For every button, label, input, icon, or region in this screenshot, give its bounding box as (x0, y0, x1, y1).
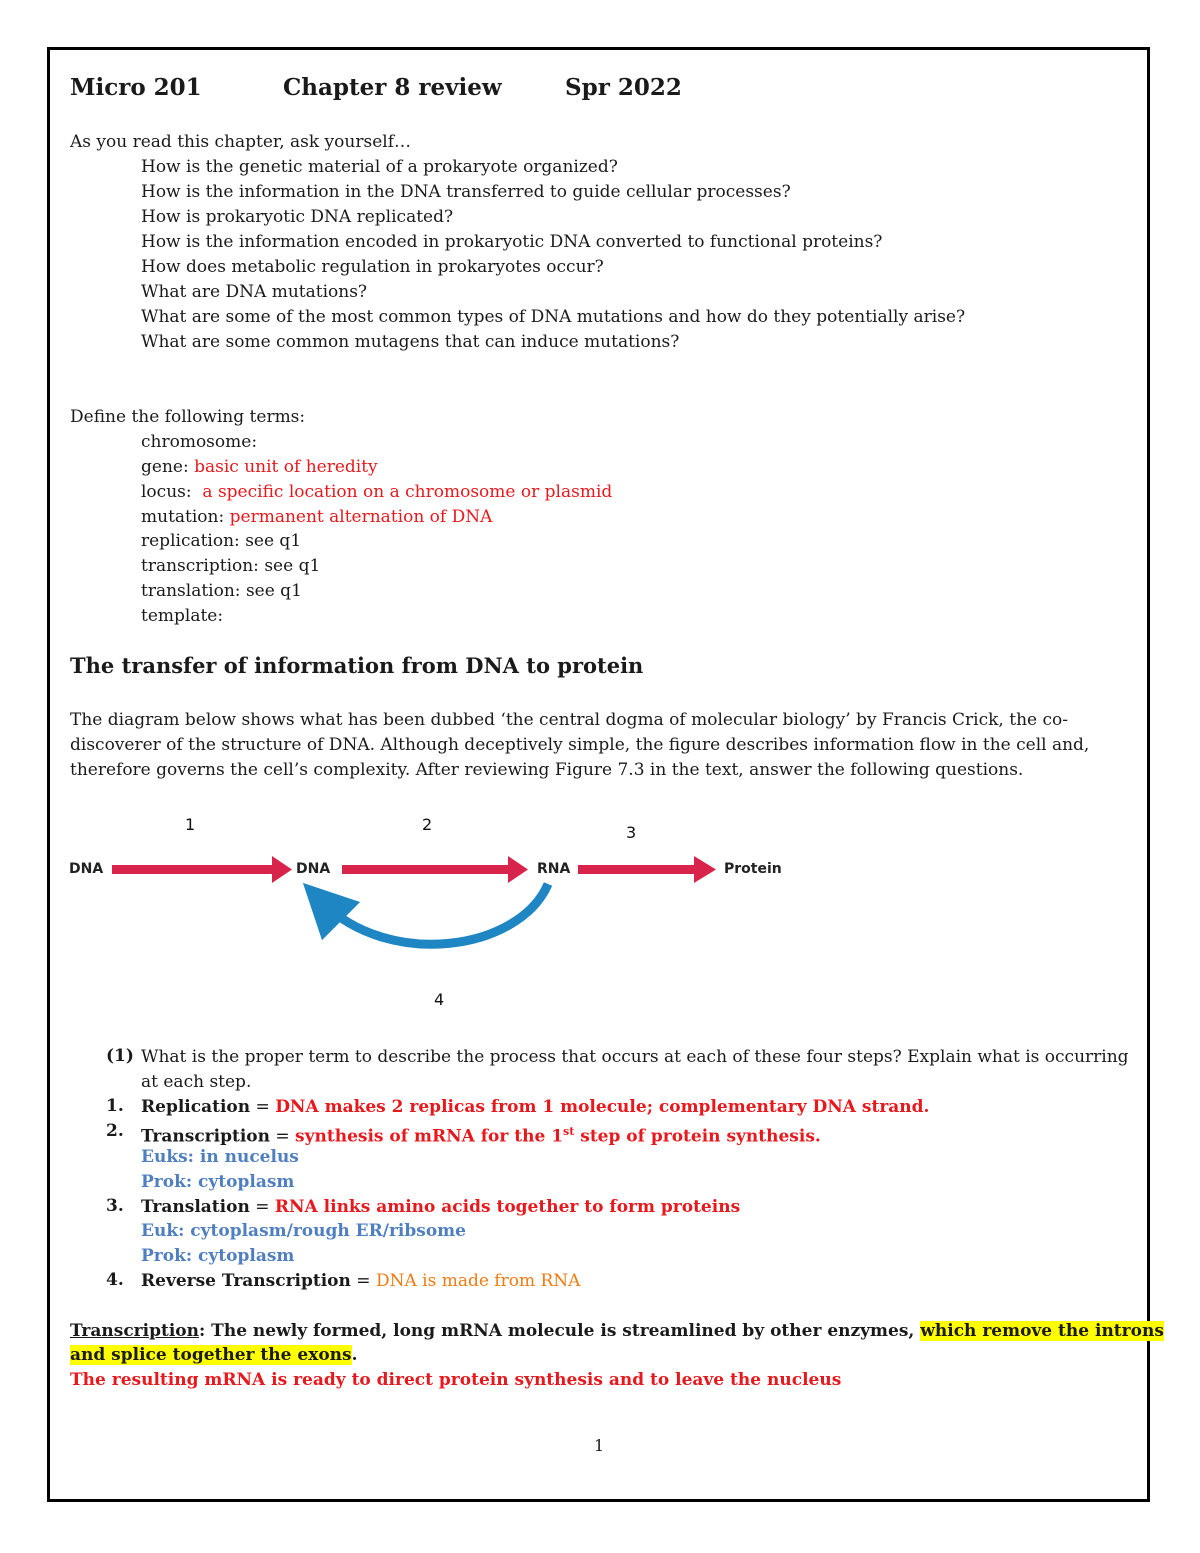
question-label: (1) (106, 1046, 134, 1066)
answer-3-sub: Euk: cytoplasm/rough ER/ribsome (141, 1221, 466, 1241)
highlighted-text: which remove the introns (920, 1321, 1164, 1341)
term-row (141, 481, 612, 503)
answer-term: Replication (141, 1097, 251, 1117)
intro-question: How is prokaryotic DNA replicated? (141, 207, 454, 227)
arrow-dna-to-rna (342, 856, 528, 883)
term-label: chromosome: (141, 432, 258, 452)
step-number-1: 1 (185, 815, 196, 834)
intro-lead: As you read this chapter, ask yourself… (70, 132, 411, 152)
section-title: The transfer of information from DNA to protein (70, 653, 644, 678)
answer-text: DNA is made from RNA (375, 1271, 581, 1291)
intro-question: How is the information in the DNA transferred to guide cellular processes? (141, 182, 791, 202)
intro-question: How is the genetic material of a prokaryote organized? (141, 157, 618, 177)
transcription-result: The resulting mRNA is ready to direct protein synthesis and to leave the nucleus (70, 1370, 842, 1390)
term-label: replication: (141, 531, 240, 551)
term-label: locus: (141, 482, 192, 502)
answer-2-sub: Prok: cytoplasm (141, 1172, 295, 1192)
arrow-dna-to-dna (112, 856, 292, 883)
answer-2-sub: Euks: in nucelus (141, 1147, 299, 1167)
answer-3 (141, 1196, 740, 1218)
answer-equals: = (250, 1097, 276, 1117)
answer-text: synthesis of mRNA for the 1 (295, 1126, 564, 1147)
term-row (141, 456, 378, 478)
transcription-label: Transcription (70, 1321, 199, 1341)
term-answer: permanent alternation of DNA (229, 507, 493, 527)
section-paragraph-line: therefore governs the cell’s complexity. After reviewing Figure 7.3 in the text, answer the following questions. (70, 760, 1024, 780)
step-number-3: 3 (626, 823, 637, 842)
answer-equals: = (269, 1126, 296, 1147)
answer-3-sub: Prok: cytoplasm (141, 1246, 295, 1266)
section-paragraph-line: The diagram below shows what has been dubbed ‘the central dogma of molecular biology’ by Francis Crick, the co- (70, 710, 1068, 730)
answer-term: Reverse Transcription (141, 1271, 351, 1291)
answer-number: 1. (106, 1096, 124, 1116)
term-row (141, 431, 257, 453)
node-dna-1: DNA (69, 861, 104, 877)
transcription-text: The newly formed, long mRNA molecule is streamlined by other enzymes, (205, 1321, 921, 1341)
answer-number: 2. (106, 1121, 124, 1141)
node-dna-2: DNA (296, 861, 331, 877)
answer-number: 3. (106, 1196, 124, 1216)
intro-question: How does metabolic regulation in prokaryotes occur? (141, 257, 604, 277)
step-number-2: 2 (422, 815, 433, 834)
term-label: translation: (141, 581, 241, 601)
step-number-4: 4 (434, 990, 445, 1009)
intro-question: What are some common mutagens that can induce mutations? (141, 332, 680, 352)
term-answer: see q1 (245, 531, 302, 551)
term-label: template: (141, 606, 224, 626)
term-row (141, 580, 302, 602)
answer-4 (141, 1270, 580, 1292)
answer-number: 4. (106, 1270, 124, 1290)
transcription-note (70, 1320, 1164, 1342)
transcription-note-cont (70, 1344, 358, 1366)
answer-text: step of protein synthesis. (574, 1126, 821, 1147)
answer-superscript: st (563, 1125, 575, 1138)
intro-question: How is the information encoded in prokaryotic DNA converted to functional proteins? (141, 232, 883, 252)
answer-equals: = (249, 1197, 275, 1217)
answer-term: Transcription (141, 1126, 270, 1147)
transcription-period: . (351, 1345, 358, 1365)
page-number: 1 (594, 1436, 605, 1455)
term-row (141, 530, 301, 552)
answer-2 (141, 1121, 821, 1148)
term-label: transcription: (141, 556, 259, 576)
answer-term: Translation (141, 1197, 250, 1217)
term-row (141, 605, 223, 627)
answer-text: RNA links amino acids together to form proteins (274, 1197, 741, 1217)
transcription-colon: : (198, 1321, 206, 1341)
term-label: gene: (141, 457, 189, 477)
term-title: Spr 2022 (565, 74, 682, 101)
question-text: at each step. (141, 1072, 252, 1092)
question-text: What is the proper term to describe the process that occurs at each of these four steps? Explain what is occurring (141, 1047, 1129, 1067)
term-label: mutation: (141, 507, 225, 527)
chapter-title: Chapter 8 review (283, 74, 502, 101)
term-answer: see q1 (245, 581, 302, 601)
node-protein: Protein (724, 861, 782, 877)
intro-question: What are DNA mutations? (141, 282, 368, 302)
central-dogma-diagram (60, 840, 820, 970)
term-answer: see q1 (264, 556, 321, 576)
course-title: Micro 201 (70, 74, 202, 101)
section-paragraph-line: discoverer of the structure of DNA. Although deceptively simple, the figure describes information flow in the cell and, (70, 735, 1090, 755)
term-answer: a specific location on a chromosome or plasmid (202, 482, 613, 502)
answer-text: DNA makes 2 replicas from 1 molecule; complementary DNA strand. (275, 1097, 930, 1117)
arrow-reverse-transcription (322, 884, 548, 944)
node-rna: RNA (537, 861, 571, 877)
term-answer: basic unit of heredity (194, 457, 378, 477)
term-row (141, 555, 320, 577)
arrow-rna-to-protein (578, 856, 716, 883)
answer-1 (141, 1096, 929, 1118)
terms-lead: Define the following terms: (70, 407, 306, 427)
highlighted-text: and splice together the exons (70, 1345, 352, 1365)
answer-equals: = (350, 1271, 376, 1291)
intro-question: What are some of the most common types of DNA mutations and how do they potentially arise? (141, 307, 966, 327)
term-row (141, 506, 492, 528)
